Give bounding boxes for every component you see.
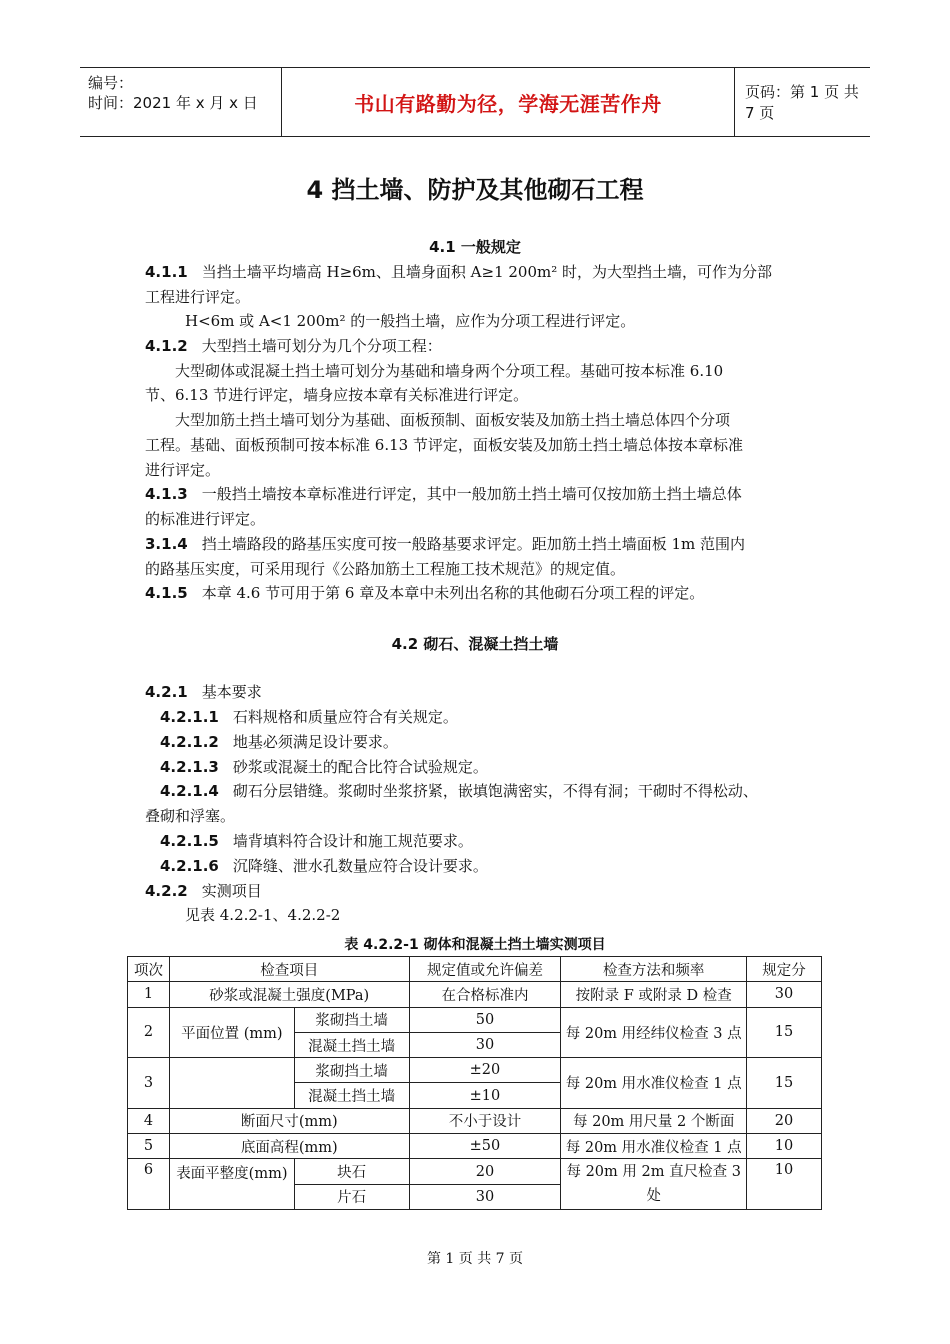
para-line [145,336,442,356]
para-line: 工程进行评定。 [145,288,251,306]
page-title: 4 挡土墙、防护及其他砌石工程 [306,176,644,204]
para-line [145,262,772,282]
table-cell: 块石 [294,1159,409,1184]
table-cell: ±20 [409,1058,561,1083]
para-line [160,757,488,777]
clause-text: 砌石分层错缝。浆砌时坐浆挤紧，嵌填饱满密实，不得有洞；干砌时不得松动、 [232,782,758,800]
table-caption: 表 4.2.2-1 砌体和混凝土挡土墙实测项目 [344,937,606,953]
clause-number: 4.2.1.5 [160,832,219,850]
para-line: 节、6.13 节进行评定，墙身应按本章有关标准进行评定。 [145,386,529,404]
table-row [128,1007,822,1032]
section-heading-4-2: 4.2 砌石、混凝土挡土墙 [391,635,559,653]
table-cell: 2 [128,1007,170,1058]
table-cell: 20 [409,1159,561,1184]
table-cell: 3 [128,1058,170,1109]
table-cell: 每 20m 用水准仪检查 1 点 [561,1134,747,1159]
clause-text: 当挡土墙平均墙高 H≥6m、且墙身面积 A≥1 200m² 时，为大型挡土墙，可作为分部 [201,263,773,281]
table-cell: 每 20m 用尺量 2 个断面 [561,1108,747,1133]
table-cell: 混凝土挡土墙 [294,1083,409,1108]
table-cell: ±50 [409,1134,561,1159]
number-label: 编号： [88,74,134,92]
clause-text: 大型挡土墙可划分为几个分项工程： [201,337,442,355]
para-line: 进行评定。 [145,461,221,479]
clause-text: 墙背填料符合设计和施工规范要求。 [232,832,473,850]
clause-text: 石料规格和质量应符合有关规定。 [232,708,458,726]
table-header-cell: 项次 [128,957,170,982]
time-label: 时间：2021 年 x 月 x 日 [88,94,258,112]
table-cell: 5 [128,1134,170,1159]
table-header-cell: 规定分 [747,957,822,982]
para-line: 叠砌和浮塞。 [145,807,236,825]
para-line [145,484,742,504]
table-row [128,1134,822,1159]
table-cell: 20 [747,1108,822,1133]
page-info: 页码：第 1 页 共 7 页 [745,83,859,122]
table-row [128,982,822,1007]
section-heading-4-1: 4.1 一般规定 [429,238,521,256]
table-cell: ±10 [409,1083,561,1108]
table-cell: 10 [747,1134,822,1159]
table-row [128,1058,822,1083]
table-cell: 按附录 F 或附录 D 检查 [561,982,747,1007]
clause-text: 本章 4.6 节可用于第 6 章及本章中未列出名称的其他砌石分项工程的评定。 [201,584,705,602]
para-line [145,682,262,702]
clause-text: 地基必须满足设计要求。 [232,733,398,751]
table-cell: 15 [747,1058,822,1109]
clause-text: 砂浆或混凝土的配合比符合试验规定。 [232,758,488,776]
motto: 书山有路勤为径，学海无涯苦作舟 [354,91,662,116]
table-cell: 30 [409,1184,561,1209]
table-cell: 每 20m 用 2m 直尺检查 3 处 [561,1159,747,1210]
para-line [160,707,458,727]
clause-number: 4.2.2 [145,882,188,900]
table-cell: 每 20m 用水准仪检查 1 点 [561,1058,747,1109]
para-line [145,881,262,901]
clause-number: 4.2.1.4 [160,782,219,800]
clause-text: 挡土墙路段的路基压实度可按一般路基要求评定。距加筋土挡土墙面板 1m 范围内 [201,535,746,553]
table-cell: 每 20m 用经纬仪检查 3 点 [561,1007,747,1058]
clause-number: 4.1.1 [145,263,188,281]
table-cell: 底面高程(mm) [169,1134,409,1159]
table-cell: 30 [747,982,822,1007]
table-cell [169,1058,294,1109]
clause-number: 4.2.1.2 [160,733,219,751]
clause-text: 实测项目 [201,882,262,900]
table-cell: 4 [128,1108,170,1133]
table-cell: 6 [128,1159,170,1210]
clause-number: 3.1.4 [145,535,188,553]
para-line [160,856,488,876]
clause-number: 4.2.1.3 [160,758,219,776]
table-cell: 表面平整度(mm) [169,1159,294,1210]
clause-number: 4.1.2 [145,337,188,355]
page-footer: 第 1 页 共 7 页 [426,1251,524,1267]
para-line [160,732,398,752]
table-cell: 砂浆或混凝土强度(MPa) [169,982,409,1007]
table-cell: 断面尺寸(mm) [169,1108,409,1133]
page-header [80,67,870,137]
table-cell: 在合格标准内 [409,982,561,1007]
table-cell: 50 [409,1007,561,1032]
para-line [145,534,745,554]
table-header-row [128,957,822,982]
table-row [128,1108,822,1133]
table-header-cell: 检查方法和频率 [561,957,747,982]
table-cell: 平面位置 (mm) [169,1007,294,1058]
table-cell: 浆砌挡土墙 [294,1007,409,1032]
table-cell: 1 [128,982,170,1007]
header-page-cell [735,68,870,136]
clause-number: 4.2.1 [145,683,188,701]
table-cell: 不小于设计 [409,1108,561,1133]
para-line: 的路基压实度，可采用现行《公路加筋土工程施工技术规范》的规定值。 [145,560,626,578]
para-line: 大型加筋土挡土墙可划分为基础、面板预制、面板安装及加筋土挡土墙总体四个分项 [175,411,731,429]
table-cell: 15 [747,1007,822,1058]
table-cell: 混凝土挡土墙 [294,1032,409,1057]
table-row [128,1159,822,1184]
table-header-cell: 检查项目 [169,957,409,982]
header-meta [80,68,281,136]
clause-number: 4.2.1.6 [160,857,219,875]
para-line [160,831,473,851]
clause-number: 4.1.5 [145,584,188,602]
para-line [160,781,758,801]
clause-text: 基本要求 [201,683,262,701]
inspection-table [127,956,822,1210]
header-motto-cell [281,68,735,136]
para-line: 工程。基础、面板预制可按本标准 6.13 节评定，面板安装及加筋土挡土墙总体按本章标准 [145,436,743,454]
table-cell: 10 [747,1159,822,1210]
para-line: 见表 4.2.2-1、4.2.2-2 [185,906,341,924]
clause-number: 4.1.3 [145,485,188,503]
clause-number: 4.2.1.1 [160,708,219,726]
para-line [145,583,704,603]
clause-text: 沉降缝、泄水孔数量应符合设计要求。 [232,857,488,875]
para-line: H<6m 或 A<1 200m² 的一般挡土墙，应作为分项工程进行评定。 [185,312,636,330]
table-cell: 30 [409,1032,561,1057]
para-line: 大型砌体或混凝土挡土墙可划分为基础和墙身两个分项工程。基础可按本标准 6.10 [175,362,724,380]
table-cell: 片石 [294,1184,409,1209]
table-header-cell: 规定值或允许偏差 [409,957,561,982]
table-cell: 浆砌挡土墙 [294,1058,409,1083]
para-line: 的标准进行评定。 [145,510,266,528]
clause-text: 一般挡土墙按本章标准进行评定，其中一般加筋土挡土墙可仅按加筋土挡土墙总体 [201,485,742,503]
